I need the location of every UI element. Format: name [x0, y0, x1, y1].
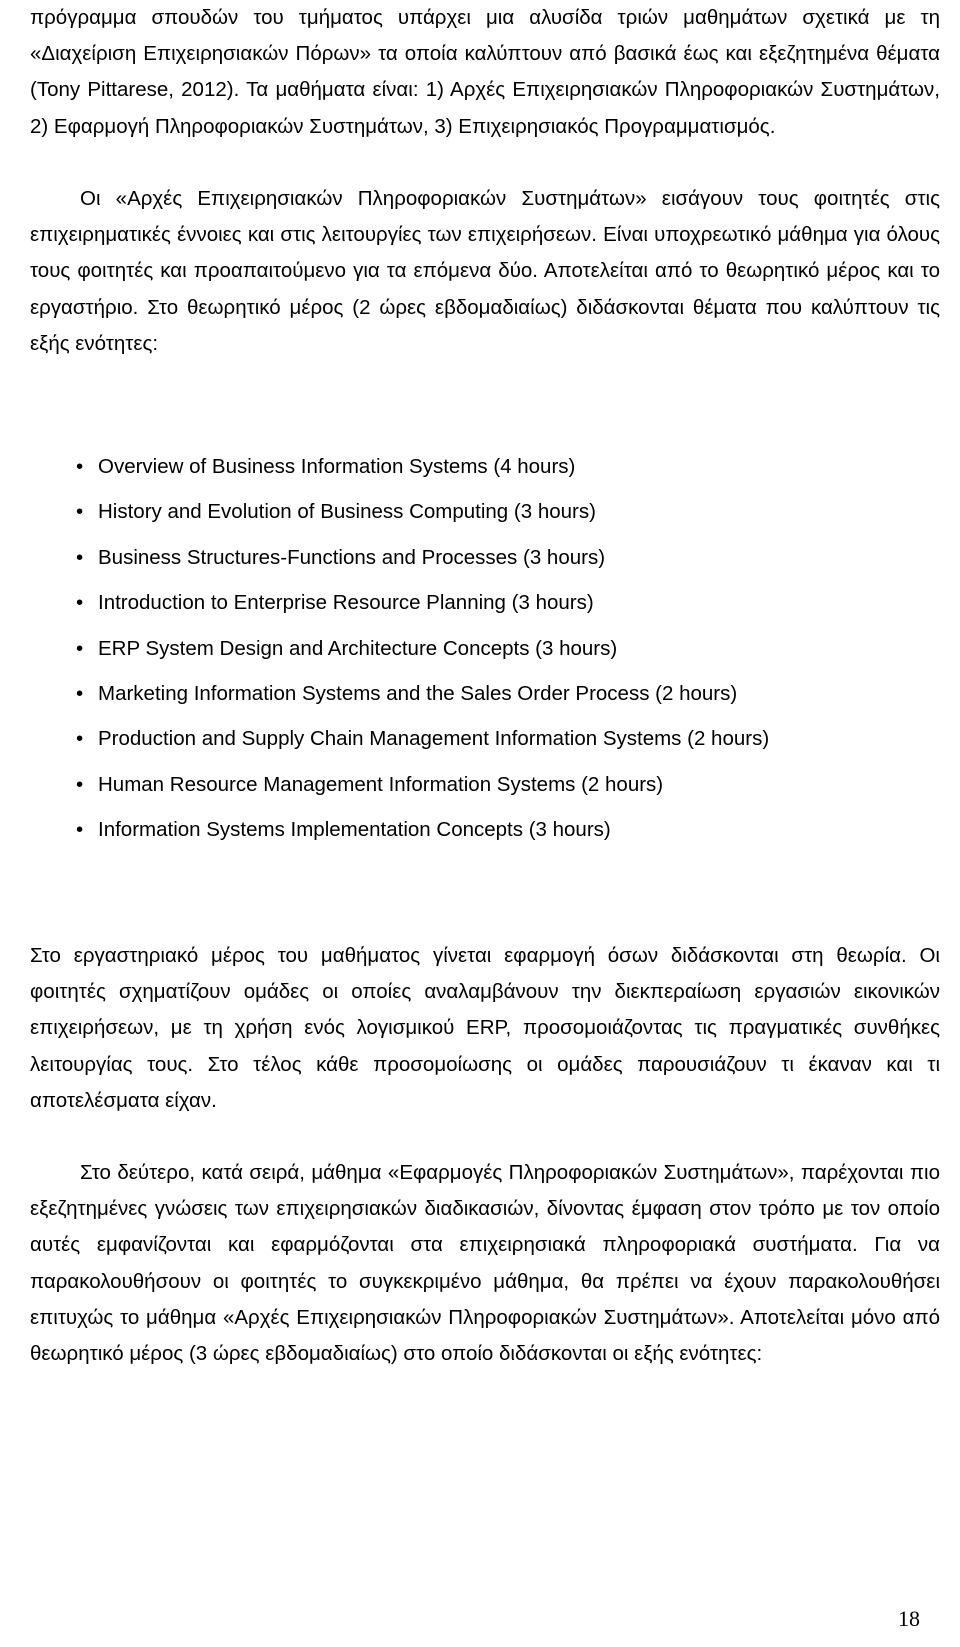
list-item: [76, 762, 769, 807]
paragraph-lab-part: Στο εργαστηριακό μέρος του μαθήματος γίνεται εφαρμογή όσων διδάσκονται στη θεωρία. Οι φοιτητές σχηματίζουν ομάδες οι οποίες αναλαμβάνουν την διεκπεραίωση εργασιών εικονικών επιχειρήσεων, με τη χρήση ενός λογισμικού ERP, προσομοιάζοντας τις πραγματικές συνθήκες λειτουργίας τους. Στο τέλος κάθε προσομοίωσης οι ομάδες παρουσιάζουν τι έκαναν και τι αποτελέσματα είχαν.: [30, 944, 940, 1112]
bullet-icon: •: [76, 455, 84, 478]
bullet-icon: •: [76, 591, 84, 615]
list-item: [76, 626, 769, 671]
page-number: 18: [898, 1606, 920, 1631]
bullet-icon: •: [76, 727, 84, 751]
paragraph-course-chain: πρόγραμμα σπουδών του τμήματος υπάρχει μια αλυσίδα τριών μαθημάτων σχετικά με τη «Διαχείριση Επιχειρησιακών Πόρων» τα οποία καλύπτουν από βασικά έως και εξεζητημένα θέματα (Tony Pittarese, 2012). Τα μαθήματα είναι: 1) Αρχές Επιχειρησιακών Πληροφοριακών Συστημάτων, 2) Εφαρμογή Πληροφοριακών Συστημάτων, 3) Επιχειρησιακός Προγραμματισμός.: [30, 6, 940, 138]
bullet-icon: •: [76, 636, 84, 660]
paragraph-second-course: Στο δεύτερο, κατά σειρά, μάθημα «Εφαρμογές Πληροφοριακών Συστημάτων», παρέχονται πιο εξεζητημένες γνώσεις των επιχειρησιακών διαδικασιών, δίνοντας έμφαση στον τρόπο με τον οποίο αυτές εμφανίζονται και εφαρμόζονται στα επιχειρησιακά πληροφοριακά συστήματα. Για να παρακολουθήσουν οι φοιτητές το συγκεκριμένο μάθημα, θα πρέπει να έχουν παρακολουθήσει επιτυχώς το μάθημα «Αρχές Επιχειρησιακών Πληροφοριακών Συστημάτων». Αποτελείται μόνο από θεωρητικό μέρος (3 ώρες εβδομαδιαίως) στο οποίο διδάσκονται οι εξής ενότητες:: [30, 1161, 940, 1366]
bullet-icon: •: [76, 681, 84, 705]
topic-label: History and Evolution of Business Computing (3 hours): [98, 500, 596, 524]
bullet-icon: •: [76, 818, 84, 842]
bullet-icon: •: [76, 772, 84, 796]
list-item: [76, 580, 769, 625]
list-item: [76, 489, 769, 534]
topic-label: Marketing Information Systems and the Sales Order Process (2 hours): [98, 681, 738, 705]
list-item: [76, 716, 769, 761]
list-item: [76, 444, 769, 489]
list-item: [76, 807, 769, 852]
bullet-icon: •: [76, 545, 84, 569]
paragraph-principles-course: Οι «Αρχές Επιχειρησιακών Πληροφοριακών Συστημάτων» εισάγουν τους φοιτητές στις επιχειρηματικές έννοιες και στις λειτουργίες των επιχειρήσεων. Είναι υποχρεωτικό μάθημα για όλους τους φοιτητές και προαπαιτούμενο για τα επόμενα δύο. Αποτελείται από το θεωρητικό μέρος και το εργαστήριο. Στο θεωρητικό μέρος (2 ώρες εβδομαδιαίως) διδάσκονται θέματα που καλύπτουν τις εξής ενότητες:: [30, 187, 940, 355]
topic-label: Overview of Business Information Systems (4 hours): [98, 455, 576, 478]
topic-label: Production and Supply Chain Management Information Systems (2 hours): [98, 727, 770, 751]
topics-list: [76, 444, 769, 853]
topic-label: ERP System Design and Architecture Concepts (3 hours): [98, 636, 618, 660]
list-item: [76, 535, 769, 580]
topic-label: Introduction to Enterprise Resource Planning (3 hours): [98, 591, 594, 615]
list-item: [76, 671, 769, 716]
topic-label: Information Systems Implementation Concepts (3 hours): [98, 818, 611, 842]
topic-label: Business Structures-Functions and Processes (3 hours): [98, 545, 606, 569]
topic-label: Human Resource Management Information Systems (2 hours): [98, 772, 664, 796]
bullet-icon: •: [76, 500, 84, 524]
